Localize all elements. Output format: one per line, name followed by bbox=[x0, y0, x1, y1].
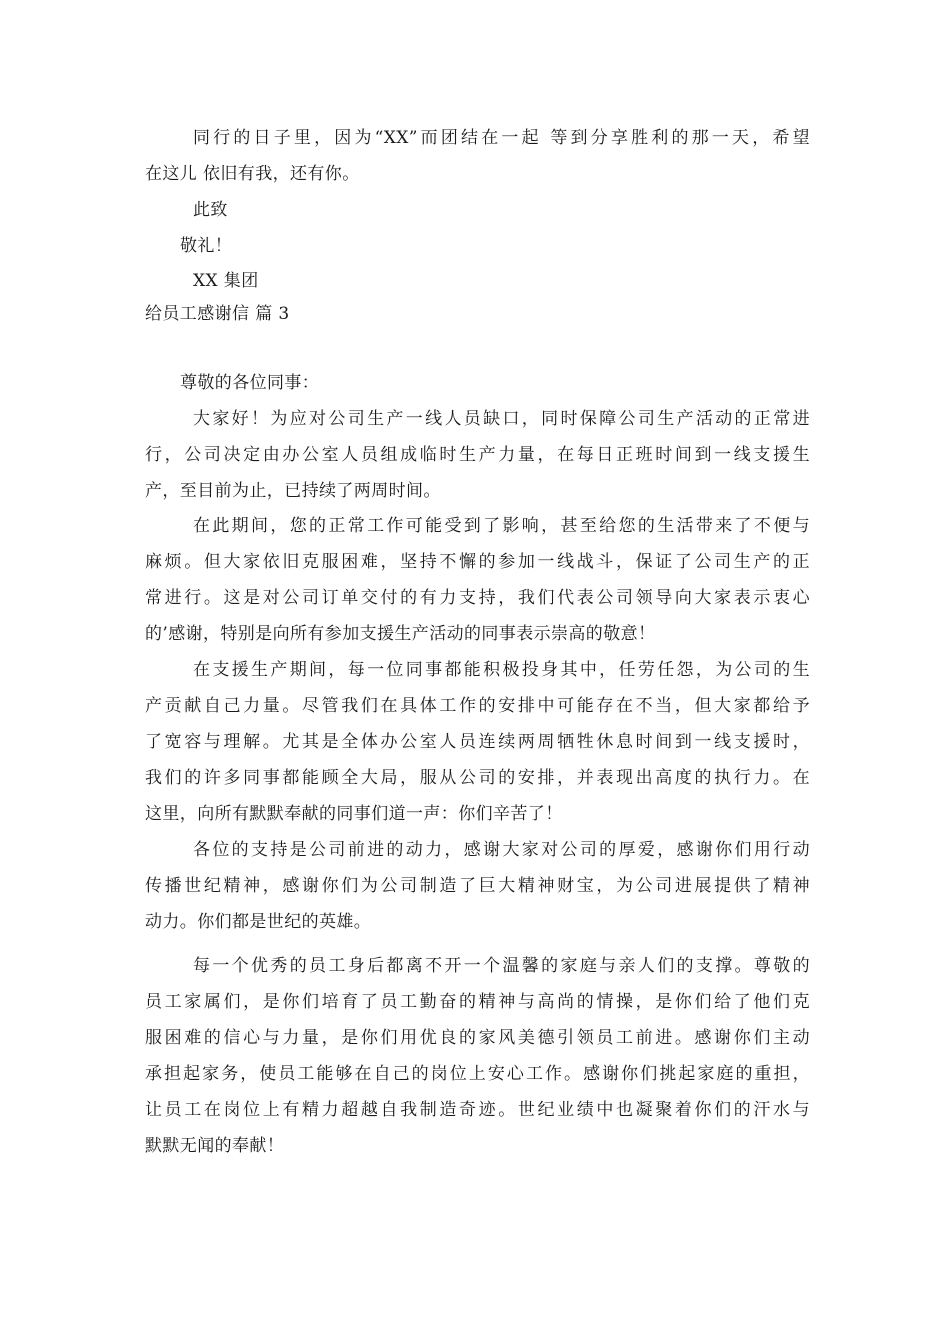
paragraph-line: 各位的支持是公司前进的动力，感谢大家对公司的厚爱，感谢你们用行动 bbox=[193, 840, 810, 860]
paragraph-line: 产贡献自己力量。尽管我们在具体工作的安排中可能存在不当，但大家都给予 bbox=[145, 696, 810, 716]
signature: XX 集团 bbox=[193, 271, 259, 291]
paragraph-line: 产，至目前为止，已持续了两周时间。 bbox=[145, 481, 441, 501]
intro-line-2: 在这儿 依旧有我，还有你。 bbox=[145, 164, 360, 184]
closing-jing-li: 敬礼！ bbox=[180, 236, 233, 256]
paragraph-line: 在支援生产期间，每一位同事都能积极投身其中，任劳任怨，为公司的生 bbox=[193, 660, 810, 680]
paragraph-line: 动力。你们都是世纪的英雄。 bbox=[145, 912, 372, 932]
salutation: 尊敬的各位同事： bbox=[180, 373, 320, 393]
paragraph-line: 每一个优秀的员工身后都离不开一个温馨的家庭与亲人们的支撑。尊敬的 bbox=[193, 956, 810, 976]
paragraph-line: 大家好！为应对公司生产一线人员缺口，同时保障公司生产活动的正常进 bbox=[193, 409, 810, 429]
paragraph-line: 行，公司决定由办公室人员组成临时生产力量，在每日正班时间到一线支援生 bbox=[145, 445, 810, 465]
paragraph-line: 在此期间，您的正常工作可能受到了影响，甚至给您的生活带来了不便与 bbox=[193, 516, 810, 536]
paragraph-line: 了宽容与理解。尤其是全体办公室人员连续两周牺牲休息时间到一线支援时， bbox=[145, 732, 810, 752]
paragraph-line: 让员工在岗位上有精力超越自我制造奇迹。世纪业绩中也凝聚着你们的汗水与 bbox=[145, 1100, 810, 1120]
closing-ci-zhi: 此致 bbox=[193, 200, 228, 220]
paragraph-line: 默默无闻的奉献！ bbox=[145, 1136, 285, 1156]
paragraph-line: 服困难的信心与力量，是你们用优良的家风美德引领员工前进。感谢你们主动 bbox=[145, 1028, 810, 1048]
paragraph-line: 员工家属们，是你们培育了员工勤奋的精神与高尚的情操，是你们给了他们克 bbox=[145, 992, 810, 1012]
paragraph-line: 承担起家务，使员工能够在自己的岗位上安心工作。感谢你们挑起家庭的重担， bbox=[145, 1064, 810, 1084]
paragraph-line: 的’感谢，特别是向所有参加支援生产活动的同事表示崇高的敬意！ bbox=[145, 624, 656, 644]
intro-line-1: 同行的日子里，因为“XX”而团结在一起 等到分享胜利的那一天，希望 bbox=[193, 128, 810, 148]
paragraph-line: 传播世纪精神，感谢你们为公司制造了巨大精神财宝，为公司进展提供了精神 bbox=[145, 876, 810, 896]
paragraph-line: 这里，向所有默默奉献的同事们道一声：你们辛苦了！ bbox=[145, 804, 563, 824]
paragraph-line: 我们的许多同事都能顾全大局，服从公司的安排，并表现出高度的执行力。在 bbox=[145, 768, 810, 788]
paragraph-line: 常进行。这是对公司订单交付的有力支持，我们代表公司领导向大家表示衷心 bbox=[145, 588, 810, 608]
section-title: 给员工感谢信 篇 3 bbox=[145, 304, 290, 324]
paragraph-line: 麻烦。但大家依旧克服困难，坚持不懈的参加一线战斗，保证了公司生产的正 bbox=[145, 552, 810, 572]
